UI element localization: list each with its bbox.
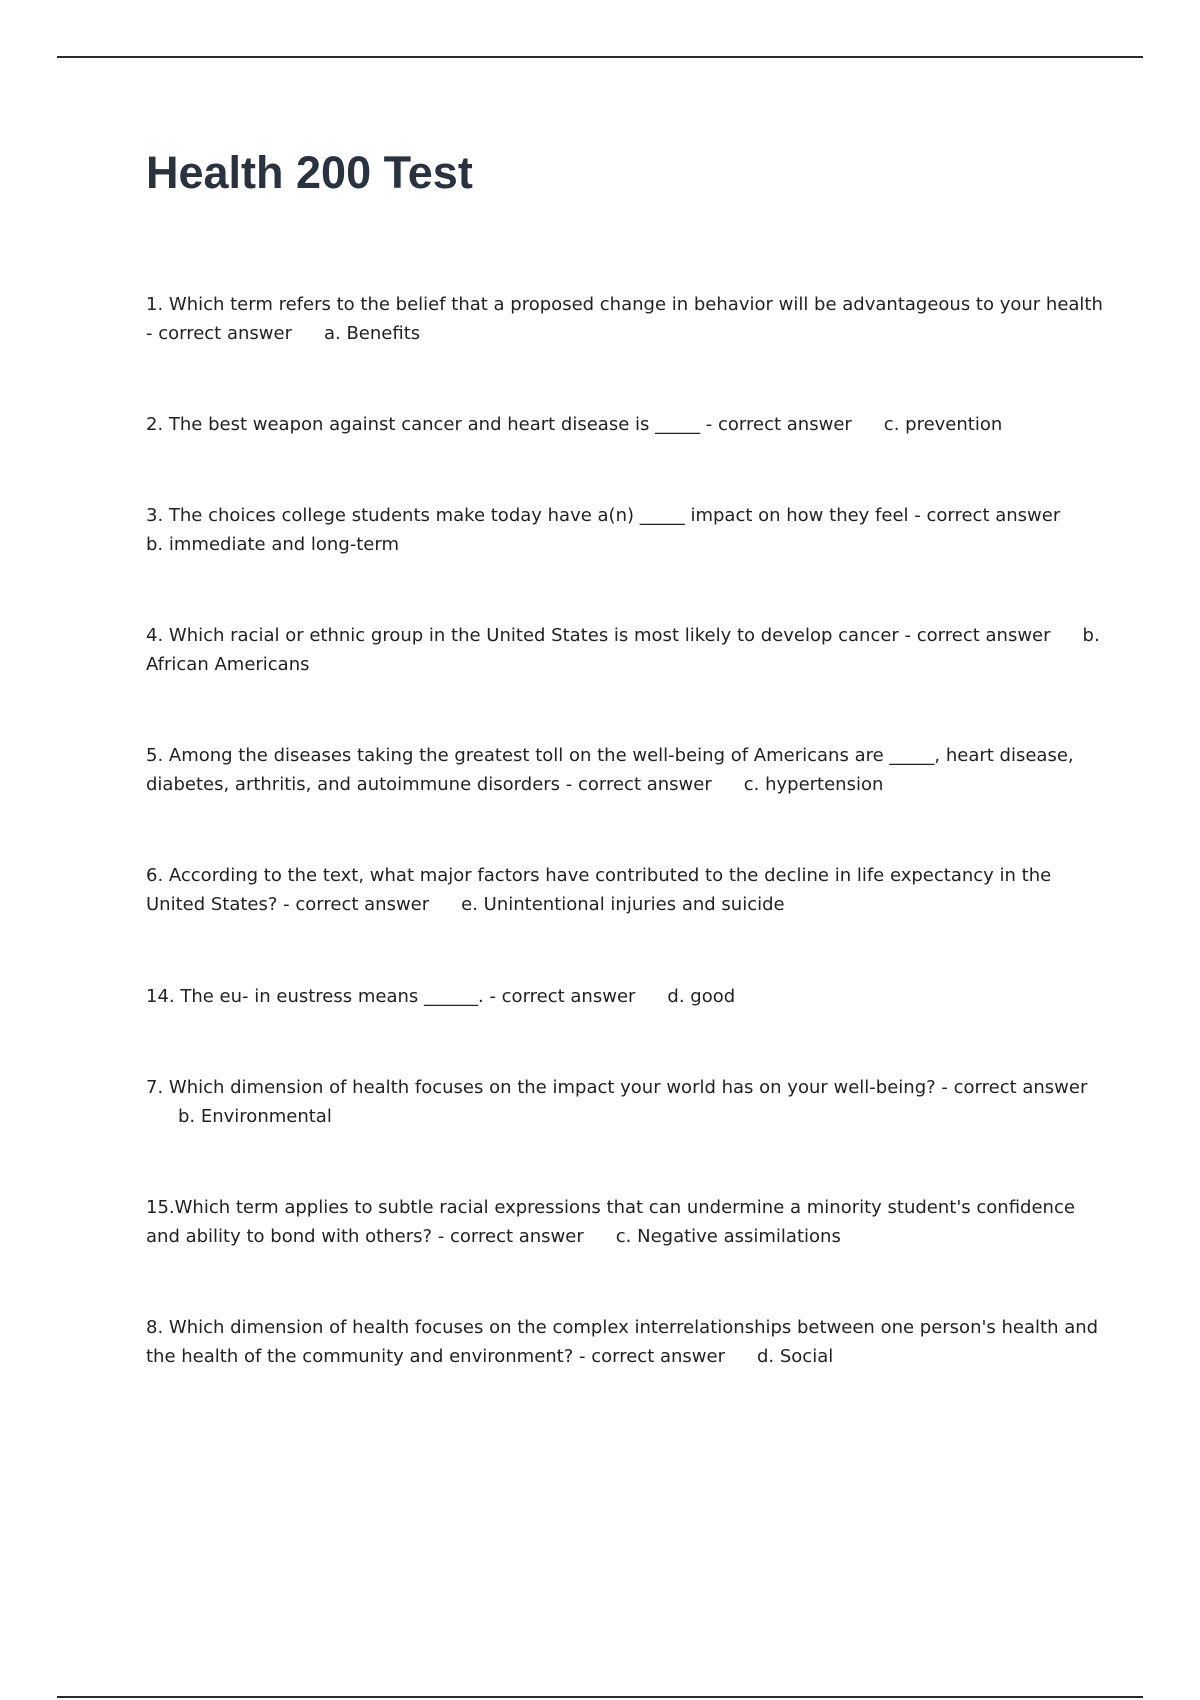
answer-text: c. hypertension xyxy=(743,774,884,795)
qa-item-8 xyxy=(146,1073,1106,1131)
question-text: 6. According to the text, what major factors have contributed to the decline in life expectancy in the United States? - correct answer xyxy=(146,865,1052,915)
qa-item-9 xyxy=(146,1193,1106,1251)
qa-item-7 xyxy=(146,982,1106,1011)
document-title: Health 200 Test xyxy=(146,147,473,198)
qa-item-3 xyxy=(146,501,1106,559)
question-text: 7. Which dimension of health focuses on the impact your world has on your well-being? - correct answer xyxy=(146,1077,1088,1098)
answer-text: a. Benefits xyxy=(323,323,421,344)
question-text: 14. The eu- in eustress means ______. - correct answer xyxy=(146,986,636,1007)
qa-item-5 xyxy=(146,741,1106,799)
answer-text: b. African Americans xyxy=(146,625,1100,675)
answer-text: b. Environmental xyxy=(178,1106,332,1127)
qa-item-6 xyxy=(146,861,1106,919)
answer-text: d. Social xyxy=(757,1346,834,1367)
answer-text: b. immediate and long-term xyxy=(146,534,400,555)
question-text: 2. The best weapon against cancer and heart disease is _____ - correct answer xyxy=(146,414,852,435)
question-text: 8. Which dimension of health focuses on the complex interrelationships between one person's health and the health of the community and environment? - correct answer xyxy=(146,1317,1099,1367)
qa-item-2 xyxy=(146,410,1106,439)
answer-text: d. good xyxy=(667,986,736,1007)
top-rule xyxy=(57,56,1143,58)
answer-text: c. Negative assimilations xyxy=(615,1226,841,1247)
question-text: 3. The choices college students make today have a(n) _____ impact on how they feel - correct answer xyxy=(146,505,1061,526)
qa-item-4 xyxy=(146,621,1106,679)
answer-text: c. prevention xyxy=(883,414,1003,435)
question-text: 15.Which term applies to subtle racial expressions that can undermine a minority student's confidence and ability to bond with others? - correct answer xyxy=(146,1197,1075,1247)
qa-item-1 xyxy=(146,290,1106,348)
question-text: 5. Among the diseases taking the greatest toll on the well-being of Americans are _____, heart disease, diabetes, arthritis, and autoimmune disorders - correct answer xyxy=(146,745,1074,795)
question-text: 4. Which racial or ethnic group in the United States is most likely to develop cancer - correct answer xyxy=(146,625,1051,646)
qa-item-10 xyxy=(146,1313,1106,1371)
answer-text: e. Unintentional injuries and suicide xyxy=(461,894,785,915)
bottom-rule xyxy=(57,1696,1143,1698)
question-text: 1. Which term refers to the belief that a proposed change in behavior will be advantageous to your health - correct answer xyxy=(146,294,1103,344)
